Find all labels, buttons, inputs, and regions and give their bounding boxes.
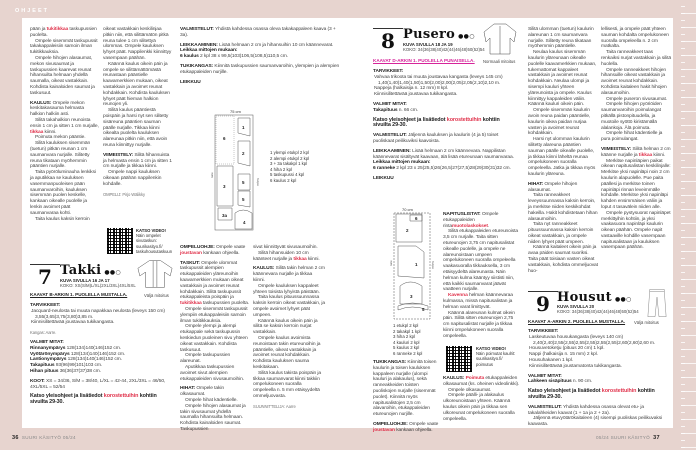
layout-legend-jacket: [270, 150, 309, 184]
paragraph: [528, 137, 598, 178]
paragraph: [253, 295, 325, 318]
pattern9-number: 9: [536, 292, 550, 316]
supply-item: Jacquard-neulosta tai muuta napakkaa neulosta (leveys 150 cm) 3,55(3,65)3,75(3,80)3,85 m.: [31, 308, 165, 320]
piece-label: 3: [223, 184, 226, 189]
paragraph-label: NAPITUSLISTAT:: [443, 212, 482, 217]
highlighted-term: tikkaa: [30, 129, 44, 135]
paragraph-text: Ompele ranneakkeet hihojen hihansuille oikeat vastakkain ja avoimet reunat kohdakkain. Kohdista kaitaleen hakit hihojen alasaumoihin.: [601, 67, 667, 96]
paragraph-label: HIHAT:: [180, 386, 197, 392]
selvage-label: hulpio: [431, 261, 435, 270]
paragraph-text: Lisää helmaan 2 cm ja hihansuihin 10 cm käännevarat.: [219, 42, 334, 48]
paragraph: [180, 261, 250, 307]
piece-label: 4: [243, 220, 246, 225]
paragraph-text: 2 kpl 38 x 99,5(103)106,5(108,5)110,5 cm.: [200, 54, 289, 60]
column-napitus: [443, 212, 520, 340]
paragraph: [528, 193, 598, 222]
paragraph-text: Neulaa kaulus sisemmän kaulurin yläreunaan oikealle puolelle kaavamerkkien mukaan, tukemattomat kappaleet vastakkain ja avoimet reunat kohdakkain. Neulaa ulompi ja sisempi kauluri yhteen yläreunoista ja ompele. Kaulus kiinnittyy kappaleiden väliin. Käännä kauluri oikein päin.: [528, 50, 597, 108]
paragraph-label: KAULUS:: [443, 376, 466, 381]
paragraph-text: SUUNNITTELIJA: Aarre: [253, 403, 296, 409]
measurement-row: [528, 379, 673, 385]
paragraph-text: Ompele nappi kauluksen oikeaan päähän nappilenkin kohdalle.: [103, 170, 162, 187]
supplies-list: [30, 309, 170, 326]
supply-item: Kiinnisilitettävää joustavaa tukikangasta.: [374, 92, 458, 98]
piece-label: 3: [410, 294, 413, 299]
supplies-list: [528, 335, 673, 370]
paragraph-text: Ompele sisemmät taskupussit takakappaleisiin samoin ilman tukitikkauksia.: [30, 38, 98, 56]
highlighted-term: Poimuta: [465, 376, 485, 381]
see-instructions: Katso yleisohjeet ja lisätiedot korostettuihin kohtiin sivuilta 29-30.: [528, 388, 655, 400]
measurement-label: Hihan pituus: [30, 368, 59, 374]
paragraph-label: 6 kaulus: [180, 54, 201, 60]
measurement-label: Takapituus: [373, 107, 398, 113]
paragraph: [253, 336, 325, 371]
pattern7-meta: KUVA SIVULLA 16 JA 17 KOKO: XS(S/M)L/XL(2XL/3XL)4XL/5XL: [60, 278, 136, 289]
paragraph: [253, 251, 325, 263]
paragraph: [30, 118, 99, 135]
supply-item: Housuhakanen 1 kpl.: [529, 357, 574, 363]
paragraph-text: Silitä kaulus pääntiestä poispäin ja harsi nyt sen silitetty sisäreuna pääntien sauman päälle nurjalle. Tikkaa kiinni oikealta puolelta kauluksen alareunaa pitkin niin, että avoin reuna kiinnittyy nurjalle.: [103, 108, 169, 148]
piece-label: 1: [415, 262, 418, 267]
paragraph-text: Poimuta mekon pääntie.: [35, 135, 86, 141]
paragraph: [373, 422, 439, 434]
paragraph: [443, 311, 520, 340]
piece-label: 2: [242, 151, 245, 156]
pattern9-details: TARVIKKEET: Laskeutuvaa housukangasta (leveys 140 cm) 2,40(2,40)2,55(2,55)2,55(2,55)2,55(2,55)2,60(2,60)2,60 m. Housuvetoketju (pituus 20 cm) 1 kpl. Nappi (halkaisija n. 15 mm) 2 kpl. Housuhakanen 1 kpl. Kiinnisilitettävää joustamatonta tukikangasta. VALMIIT MITAT: Lahkeen sisäpituus n. 90 cm. Katso yleisohjeet ja lisätiedot korostettuihin kohtiin sivuilta 29-30. VALMISTELUT: Yhdistä kahdessa osassa olevat etu- ja takalahkeiden kaavat (1 + 1a ja 2 + 2a). Jäljennä etuvyötärökaitaleen (4) sisempi puoliskas peilikuvaksi kaavasta.: [528, 329, 673, 428]
paragraph-text: Silitä takin helman 2 cm käännevara nurjalle ja tikkaa kiinni.: [253, 266, 325, 283]
pattern8-details: TARVIKKEET: Vahvaa trikoota tai muuta joustavaa kangasta (leveys 145 cm) 1,40(1,40)1,40(1,50)1,50(2,00)2,00(2,05)2,05(2,10)2,10 m. Nappeja (halkaisija n. 12 mm) 8 kpl. Kiinnisilitettävää joustavaa tukikangasta. VALMIIT MITAT: Takapituus n. 66 cm. Katso yleisohjeet ja lisätiedot korostettuihin kohtiin sivuilta 29-30. VALMISTELUT: Jäljennä kauluksen ja kaulurin (4 ja 5) toiset puoliskaat peilikuviksi kaavoista. LEIKKAAMINEN: Lisää helmaan 2 cm käännevara. Nappilistan käännevarat sisältyvät kaavaan, älä lisää etureunaan saumanvaraa. Leikkaa mittojen mukaan: 6 ranneke 2 kpl 23 x 25(25,5)26(26,5)27(27,5)28(29)30(31)32 cm. LEIKKUU: [373, 69, 518, 182]
paragraph-text: .: [487, 223, 490, 229]
paragraph-label: TUKIKANGAS:: [373, 360, 408, 365]
difficulty-indicator: ●●○: [614, 296, 632, 303]
paragraph: [443, 293, 520, 310]
paragraph: [30, 56, 99, 97]
paragraph-text: Silitä kaulus takista poispäin ja tikkaa saumanvarat kiinni takkiin ompelukoneen suoralla ompeleella n. 5 mm etäisyydeltä ommeljuovasta.: [253, 370, 322, 399]
supply-item: Nappi (halkaisija n. 15 mm) 2 kpl.: [529, 352, 598, 358]
column-right6: [601, 27, 672, 251]
paragraph: [180, 245, 250, 257]
paragraph-text: Ompele olkasaumat.: [448, 387, 492, 393]
paragraph: [601, 131, 672, 143]
paragraph-text: Ompele hihojen alasaumat, mekon sivusaumat ja taskupussien kaarevat reunat hihansuilta helmaan yhdellä saumalla, oikeat vastakkain. Kohdista kainaloiden saumat ja taskusuut.: [30, 55, 95, 96]
paragraph-text: Taita kaulus pituussuunnassa kaksin kerroin oikeat vastakkain, ja ompele avoimet lyhyet päät umpeen.: [253, 295, 325, 318]
measurement-value: 128(134)140(146)152 cm.: [66, 345, 121, 351]
paragraph: [180, 324, 250, 353]
paragraph: [103, 108, 173, 149]
blouse-sketch: [482, 22, 518, 56]
pattern7-details: TARVIKKEET: Jacquard-neulosta tai muuta napakkaa neulosta (leveys 150 cm) 3,55(3,65)3,75(3,80)3,85 m. Kiinnisilitettävää joustavaa tukikangasta. Kangas: Aarre. VALMIIT MITAT: Rinnanympärys 128(134)140(146)152 cm. Vyötärönympärys 128(134)140(146)152 cm. Lantionympärys 128(134)140(146)152 cm. Takapituus 93(96)99(101)103 cm. Hihan pituus 36(36)37(37)38 cm. KOOT: XS = 34/36, S/M = 38/40, L/XL = 42-44, 2XL/3XL = 46/50, 4XL/5XL = 52/54 Katso yleisohjeet ja lisätiedot korostettuihin kohtiin sivuilta 29-30.: [30, 303, 170, 406]
qr-code-right[interactable]: [446, 346, 472, 372]
see-instructions: Katso yleisohjeet ja lisätiedot korostettuihin kohtiin sivuilta 29-30.: [373, 116, 500, 129]
video-link-right[interactable]: KATSO VIDEO! Näin poimutat kaulrit: suurikasityo.fi/ poimutus: [476, 346, 516, 367]
paragraph: [180, 353, 250, 365]
paragraph: [30, 39, 99, 56]
paragraph-label: VIIMEISTELY:: [103, 152, 135, 158]
measurement-label: Lantionympärys: [30, 357, 67, 363]
paragraph-text: kiinni.: [306, 256, 320, 262]
paragraph-text: Taita pyöröluminauha lenkiksi ja aputikkaa se kauluksen vasemmanpuoleisen pään saumanvaroihin, kauluksen sisemmän puolen keskelle, kankaan oikealle puolelle ja lenkin avoimet päät saumanvaraa kohti.: [30, 170, 96, 216]
pattern9-fit: Väljä mitoitus: [634, 320, 659, 325]
footer-right: 05/24 SUURI KÄSITYÖ 37: [596, 435, 660, 441]
highlighted-term: muotolaskokset: [452, 223, 488, 229]
paragraph-text: 2 kpl 23 x 25(25,5)26(26,5)27(27,5)28(29)30(31)32 cm.: [396, 166, 511, 172]
paragraph-text: Silitä takahalkion reunoista ensin 1 cm ja sitten 1 cm nurjalle,: [30, 117, 99, 129]
paragraph-text: Käännä alareunan kulmat oikein päin. Silitä sitten etureunojen 2,75 cm napitusalistat nurjalle ja tikkaa kiinni ompelukoneen suoralla ompeleella.: [443, 310, 515, 339]
layout-width: 70 cm: [402, 207, 413, 212]
paragraph-text: helman käännevaraa kulmassa, missä napitusalistan ja helman varat limittyvät.: [443, 293, 513, 310]
pattern8-meta: KUVA SIVULLA 18 JA 19 KOKO: 34(36)38(40)42(44)46(48)50(52)54: [403, 42, 485, 53]
video-link-left[interactable]: KATSO VIDEO! Näin ompelet sivutaskun: suurikasityo.fi/ taskuhousutaskuun: [136, 228, 173, 254]
paragraph: [103, 27, 173, 62]
see-instructions: Katso yleisohjeet ja lisätiedot korostettuihin kohtiin sivuilta 29-30.: [30, 393, 157, 406]
pattern9-title: Housut ●●○: [557, 290, 632, 305]
paragraph-text: Aputikkaa taskupussien avoimet sivut alempien etukappaleiden sivusaumoihin.: [180, 364, 244, 382]
paragraph: [528, 245, 598, 274]
paragraph-text: lellisesti, ja ompele päät yhteen sauman kohdalta ompelukoneen suoralla ompeleella n. 2 cm matkalta.: [601, 27, 669, 50]
paragraph: [103, 153, 173, 170]
paragraph-text: Ompele taskupussien alareunat.: [180, 353, 231, 365]
measurement-label: Takapituus: [30, 363, 55, 369]
paragraph: [180, 386, 250, 398]
paragraph-text: oikeat vastakkain keskilinjaa pitkin niin, että silittämätön pitkä reuna tulee 1 cm silitettyä ulommas. Ompele kauluksen lyhyet päät. Nappilenkki kiinnittyy vasempaan päähän.: [103, 27, 172, 61]
paragraph-text: Ompele ulommat taskupussit alempien etukappaleiden yläreunoihin kaavamerkkien mukaan oikeat vastakkain ja avoimet reunat kohdakkain. Silitä taskupussit etukappaleista poispäin ja: [180, 260, 244, 301]
paragraph-text: Ompele vaate: [409, 421, 439, 427]
pattern7-fit: Väljä mitoitus: [144, 293, 169, 298]
legend-item: 4 hiha 2 kpl: [270, 166, 292, 172]
paragraph-text: Merkitse napinläpien paikat oikean napitusalistan keskilinjalle: Merkitse yksi napinläpi noin 2 cm kaulurin alapuolelle. Pue paita päällesi ja merkitse toinen napinläpi rinnan leveimmälle kohdalle. Merkitse yksi napinläpi kahden ensimmäisen väliin ja loput 4 tasavälein niiden alle.: [601, 158, 671, 210]
measurement-label: Vyötärönympärys: [30, 351, 70, 357]
paragraph: [443, 212, 520, 229]
paragraph: [30, 101, 99, 118]
paragraph-text: Taita kaulus kaksin kerroin: [35, 216, 90, 222]
piece-label: 2: [406, 228, 409, 233]
highlighted-term: Kavenna: [448, 293, 468, 299]
paragraph-text: Ompele puseron sivusaumat.: [606, 96, 668, 102]
paragraph-text: Yhdistä kahdessa osassa oleva takakappaleen kaava (3 + 3a).: [180, 27, 336, 38]
cutting-layout-blouse: [388, 206, 434, 322]
measurement-value: 93(96)99(101)103 cm.: [55, 363, 103, 369]
paragraph: [528, 108, 598, 137]
column-mid1: [180, 245, 250, 433]
column-right5: [528, 27, 598, 274]
pattern8-sheet-link[interactable]: KAAVAT D-ARKIN 1. PUOLELLA PUNAISELLA.: [373, 58, 475, 63]
paragraph: [30, 27, 99, 39]
legend-item: 4 kauluri 2 kpl: [393, 339, 420, 345]
piece-label: 3a: [222, 213, 228, 218]
paragraph: [601, 147, 672, 159]
paragraph: [30, 141, 99, 170]
measurement-value: n. 66 cm.: [398, 107, 418, 113]
pattern7-sheet-link[interactable]: KAAVAT B-ARKIN 1. PUOLELLA MUSTALLA.: [30, 292, 128, 297]
paragraph-text: Taita nyt ranneakkeet pituussuunnassa kaksin kerroin oikeat vastakkain, ja ompele niiden lyhyet päät umpeen.: [528, 222, 594, 245]
paragraph: [601, 50, 672, 67]
paragraph-text: Taita ranneakkeet leveyssuunnassa kaksin kerroin, ja merkitse niiden keskikohdat hakeilla. Hakit kohdistetaan hihan alasaumoihin.: [528, 193, 598, 222]
paragraph-text: Ompele kauluksen kappaleet yhteen toisista lyhyistä päistään.: [253, 283, 320, 295]
paragraph-text: Ompele hihojen alasaumat ja takin sivusaumat yhdellä saumalla hihansuilta helmaan. Kohdista kainaloiden saumat. Taskupussien: [180, 403, 246, 432]
column-mid2: [253, 245, 325, 411]
paragraph: [253, 404, 325, 411]
paragraph: [528, 182, 598, 194]
paragraph-text: Ompele vaate: [216, 245, 246, 250]
jacket-sketch: [136, 258, 174, 290]
paragraph-text: OMPELIJ: Pirjo Wälikky: [103, 191, 146, 197]
paragraph: [601, 211, 672, 252]
paragraph-text: Jäljennä kauluksen ja kaulurin (4 ja 5) toiset puoliskaat peilikuviksi kaavoista.: [373, 133, 499, 144]
paragraph: [103, 192, 173, 199]
piece-label: 6: [223, 136, 226, 141]
supplies-list: [373, 75, 518, 98]
paragraph-text: Ompele takin olkasaumat.: [180, 386, 224, 398]
measurement-row: [373, 108, 518, 114]
paragraph-text: Yhdistä kahdessa osassa olevat etu- ja takalahkeiden kaavat (1 + 1a ja 2 + 2a).: [528, 404, 645, 416]
paragraph-text: kankaan ohjeella.: [394, 427, 433, 433]
measurement-value: 36(36)37(37)38 cm.: [59, 368, 101, 374]
fold-label: taite: [389, 260, 393, 266]
legend-item: 2 takakpl 1 kpl: [393, 328, 421, 334]
paragraph: [443, 229, 520, 293]
paragraph-text: Ompele etukappaleiden rinta: [443, 212, 499, 229]
pattern9-sheet-link[interactable]: KAAVAT A-ARKIN 2. PUOLELLA MUSTALLA.: [528, 319, 626, 324]
column-left1: [30, 27, 99, 222]
paragraph-text: Silitä hihansuiden 10 cm käänteet nurjalle ja: [253, 250, 309, 262]
section-label: OHJEET: [15, 8, 50, 14]
paragraph-text: etukappaleiden olkasaumat (ks. oheinen videolinkki).: [443, 376, 520, 387]
fold-label: taite: [210, 172, 214, 178]
measurement-value: 128(134)140(146)152 cm.: [70, 351, 126, 357]
paragraph-text: Ompele hihat kädentielle.: [185, 397, 238, 403]
paragraph-label: VALMISTELUT:: [373, 133, 409, 139]
piece-label: 5: [242, 197, 245, 202]
measurement-label: Rinnanympärys: [30, 345, 66, 351]
pattern7-title: Takki ●●○: [60, 263, 121, 278]
paragraph-text: Silitä etukappaleiden etureunoista 3,5 cm nurjalle. Taita sitten etureunojen 3,75 cm napitusalistat oikealle puolelle, ja ompele ne alareunoistaan umpeen ompelukoneen suoralla ompeleella vaakasuoralla tikkauksella, 3 cm etäisyydeltä alareunasta. Näin helman kulma kääntyy siististi niin, että kaikki saumanvarat jäävät vaatteen nurjalle.: [443, 229, 519, 293]
pattern7-number: 7: [38, 265, 52, 289]
legend-item: 6 ranneke 2 kpl: [393, 350, 423, 356]
supply-item: Vahvaa trikoota tai muuta joustavaa kangasta (leveys 145 cm) 1,40(1,40)1,40(1,50)1,50(2,00)2,00(2,05)2,05(2,10)2,10 m.: [374, 74, 503, 86]
paragraph: [103, 62, 173, 108]
paragraph: [601, 102, 672, 131]
paragraph-text: sivut kiinnittyvät sivusaumoihin.: [253, 245, 318, 250]
piece-label: 1: [242, 125, 245, 130]
highlighted-term: joustavan: [180, 250, 202, 256]
column-left2: [103, 27, 173, 198]
paragraph-text: Harsi nyt ulomman kaulurin silitetty alareuna pääntien sauman päälle oikealle puolelle, ja tikkaa kiinni läheltä reunaa ompelukoneen suoralla ompeleella. Jatka ja tikkaa myös kaulurin yläreuna.: [528, 137, 596, 177]
paragraph: [30, 217, 99, 223]
pattern8-title: Pusero ●●○: [403, 27, 475, 42]
paragraph-text: Ompele pystysuorat napinläpet merkittyihin kohtiin, ja yksi vaakasuora napinläpi kaulurin oikean päähän. Ompele napit vastaaville kohdille vasempaan napitusalistaan ja kauluksen vasempaan päähän.: [601, 210, 671, 251]
paragraph: [528, 222, 598, 245]
paragraph: [253, 266, 325, 283]
measurement-row: [30, 369, 170, 375]
piece-label: 5: [242, 180, 245, 185]
paragraph: [30, 170, 99, 216]
paragraph-text: taskupussien puolelta.: [30, 27, 97, 38]
paragraph-text: taskupussien puolelta.: [201, 301, 250, 307]
column-kaulus: [443, 376, 520, 422]
paragraph: [443, 393, 520, 422]
paragraph-label: OMPELUOHJE:: [180, 245, 217, 250]
legend-item: 5 kaulus 2 kpl: [393, 345, 420, 351]
legend-item: 3 hiha 2 kpl: [393, 334, 415, 340]
paragraph-label: KAULUS:: [253, 266, 276, 272]
paragraph: [443, 376, 520, 388]
measurement-value: 128(134)140(146)152 cm.: [67, 357, 122, 363]
paragraph-text: Ompele ylempi ja alempi etukappale sekä taskupussin keskiedun puoleinen sivu yhteen oikeat vastakkain. Kohdista taskusuut.: [180, 324, 248, 353]
supply-item: Housuvetoketju (pituus 20 cm) 1 kpl.: [529, 346, 605, 352]
difficulty-indicator: ●●○: [458, 33, 475, 40]
paragraph-text: Ompele kaulus avoimista reunoistaan takin etureunoihin ja pääntielle, oikeat vastakkain ja avoimet reunat kohdakkain. Kohdista kauluksen sauma keskitakaan.: [253, 335, 321, 370]
paragraph-text: kankaan ohjeella.: [201, 250, 240, 256]
measurement-label: Lahkeen sisäpituus: [528, 379, 572, 385]
highlighted-term: tukitikkaa: [180, 301, 202, 307]
supply-item: Kiinnisilitettävää joustamatonta tukikangasta.: [529, 363, 622, 369]
piece-label: 5: [422, 307, 425, 312]
legend-item: 5 taskupussi 4 kpl: [270, 172, 305, 178]
paragraph: [253, 284, 325, 296]
paragraph-text: Ompele sisemmät taskupussit ylempiin etukappaleisiin samoin ilman tukitikkauksia.: [180, 306, 248, 324]
highlighted-term: tikkaa: [293, 256, 307, 262]
paragraph-label: KAULUS:: [30, 100, 53, 106]
supply-item: Nappeja (halkaisija n. 12 mm) 8 kpl.: [374, 86, 449, 92]
paragraph-text: Silitä helman 2 cm käänne nurjalle ja: [601, 146, 671, 158]
paragraph: [253, 371, 325, 400]
paragraph: [601, 68, 672, 97]
pattern8-number: 8: [381, 29, 395, 53]
measuring-ruler-strip: [681, 0, 696, 450]
paragraph: [601, 27, 672, 50]
paragraph-text: Kiinnitä toisen kaulurin ja toisen kauluksen kappaleen nurjalle (ulompi kauluri ja alakaulus), sekä ranneakkeiden toisten puoliskojen nurjalle (sisemmät puolet). Kiinnitä myös napitusalistojen 2,5 cm alavaroihin, etukappaleiden etureunojen nurjille.: [373, 360, 437, 418]
paragraph-label: VALMISTELUT:: [180, 27, 216, 32]
paragraph-text: Käännä kaulus oikein päin ja ompele se silittämättömästä reunastaan pääntielle kaavamerkkien mukaan, oikeat vastakkain ja avoimet reunat kohdakkain. Kohdista kauluksen lyhyet päät hieman halkion reunojen yli.: [103, 61, 170, 108]
highlighted-term: joustavan: [373, 427, 395, 433]
column-tukikangas: [373, 360, 439, 434]
paragraph-label: VALMISTELUT:: [528, 404, 564, 410]
paragraph-text: Käännä kaulus oikein päin ja silitä se kaksin kerroin nurjat vastakkain.: [253, 318, 318, 336]
paragraph-text: Silitä ulomman (tuetun) kaulurin alareunan 1 cm saumanvara nurjalle. Silitetty reuna tikataan myöhemmin pääntielle.: [528, 27, 594, 50]
qr-code-left[interactable]: [107, 228, 133, 254]
paragraph: [180, 307, 250, 324]
paragraph-text: Ompele sisemmän kaulurin avoin reuna paidan pääntielle, kaulurin oikea paidan nurjaa vasten ja avoimet reunat kohdakkain.: [528, 108, 591, 137]
legend-item: 2 alempi etukpl 2 kpl: [270, 155, 310, 161]
layout-legend-blouse: [393, 323, 422, 357]
paragraph-text: Ompele hihat kädentielle ja pura poimulangat.: [601, 131, 663, 143]
highlighted-term: tikkaa: [638, 152, 653, 158]
paragraph-text: Silitä hihansuista ja helmasta ensin 1 cm ja sitten 1 cm nurjalle ja tikkaa kiinni.: [103, 152, 172, 170]
paragraph: [528, 50, 598, 108]
paragraph-text: Ompele mekon keskitakasauma helmasta halkion halkiin asti.: [30, 100, 85, 118]
legend-item: 3 + 3a takakpl 1 kpl: [270, 161, 308, 167]
paragraph: [253, 319, 325, 336]
cutting-layout-jacket: [205, 108, 265, 232]
difficulty-indicator: ●●○: [104, 269, 121, 276]
paragraph-text: Käännä kaitaleet oikein päin ja avaa päiden saumat suoriksi. Taita päät toisiaan vasten oikeat vastakkain, kohdista ommeljuovat huo-: [528, 245, 598, 274]
paragraph-label: VIIMEISTELY:: [601, 146, 633, 152]
measurement-value: n. 90 cm.: [572, 379, 593, 385]
paragraph-text: Silitä kauluksen sisemmän (tuetun) pitkän reunan 1 cm saumanvara nurjalle. Silitetty reuna tikataan myöhemmin pääntien nurjalle.: [30, 141, 91, 170]
paragraph-text: Ompele hihojen pyöriöiden saumanvaroihin poimulangat pitkällä pistonpituudella, ja muotoile syöttö kiristämällä alalankoja. Älä poimuta.: [601, 102, 662, 131]
paragraph-text: Ompele päälli- ja alakaulus ulkoreunoistaan yhteen. Käännä kaulus oikein päin ja tikkaa sen ulkoreunat ompelukoneen suoralla ompeleella.: [443, 393, 515, 422]
legend-item: 1 ylempi etukpl 2 kpl: [270, 150, 309, 155]
paragraph: [103, 170, 173, 187]
pattern9-meta: KUVA SIVULLA 20 KOKO: 34(36)38(40)42(44)46(48)50(52)54: [557, 304, 639, 315]
paragraph-text: kiinni.: [652, 152, 666, 158]
paragraph-label: LEIKKAAMINEN:: [373, 148, 413, 154]
paragraph: [528, 27, 598, 50]
paragraph-label: TASKUT:: [180, 260, 202, 266]
pattern8-fit: Normaali mitoitus: [483, 59, 516, 64]
supply-item: Laskeutuvaa housukangasta (leveys 140 cm) 2,40(2,40)2,55(2,55)2,55(2,55)2,55(2,55)2,60(2,60)2,60 m.: [529, 334, 656, 346]
paragraph-text: Taita ranneakkeet taas renkaiksi nurjat vastakkain ja silitä huolella.: [601, 50, 671, 67]
paragraph-label: LEIKKAAMINEN:: [180, 42, 220, 48]
paragraph: [373, 360, 439, 418]
selvage-label: hulpio: [256, 178, 260, 187]
paragraph-label: OMPELUOHJE:: [373, 421, 410, 427]
legend-item: 1 etukpl 2 kpl: [393, 323, 419, 328]
pattern7-prep: VALMISTELUT: Yhdistä kahdessa osassa oleva takakappaleen kaava (3 + 3a). LEIKKAAMINEN: Lisää helmaan 2 cm ja hihansuihin 10 cm käännevarat. Leikkaa mittojen mukaan: 6 kaulus 2 kpl 38 x 99,5(103)106,5(108,5)110,5 cm. TUKIKANGAS: Kiinnitä taskupussien saumanvaroihin, ylempien ja alempien etukappaleiden nurjille. LEIKKUU: [180, 27, 340, 85]
legend-item: 6 kaulus 2 kpl: [270, 177, 297, 183]
paragraph-text: Ompele hihojen alasaumat.: [528, 181, 578, 193]
paragraph-text: kiinni.: [43, 129, 57, 135]
layout-width: 75 cm: [230, 109, 241, 114]
piece-label: 6: [415, 216, 418, 221]
supply-item: Kiinnisilitettävää joustavaa tukikangasta.: [31, 320, 115, 326]
footer-left: 36 SUURI KÄSITYÖ 05/24: [12, 435, 76, 441]
paragraph-label: 6 ranneke: [373, 166, 397, 172]
trousers-sketch: [644, 288, 670, 318]
paragraph: [180, 365, 250, 382]
paragraph: [601, 159, 672, 211]
paragraph-text: Kiinnitä taskupussien saumanvaroihin, ylempien ja alempien etukappaleiden nurjille.: [180, 63, 340, 75]
highlighted-term: tukitikkaa: [46, 27, 69, 32]
paragraph-label: TUKIKANGAS:: [180, 63, 215, 69]
paragraph-text: Lisää helmaan 2 cm käännevara. Nappilistan käännevarat sisältyvät kaavaan, älä lisää etureunaan saumanvaraa.: [373, 148, 514, 160]
paragraph-text: pään ja: [30, 27, 47, 32]
paragraph: [180, 404, 250, 433]
paragraph-label: HIHAT:: [528, 181, 545, 187]
